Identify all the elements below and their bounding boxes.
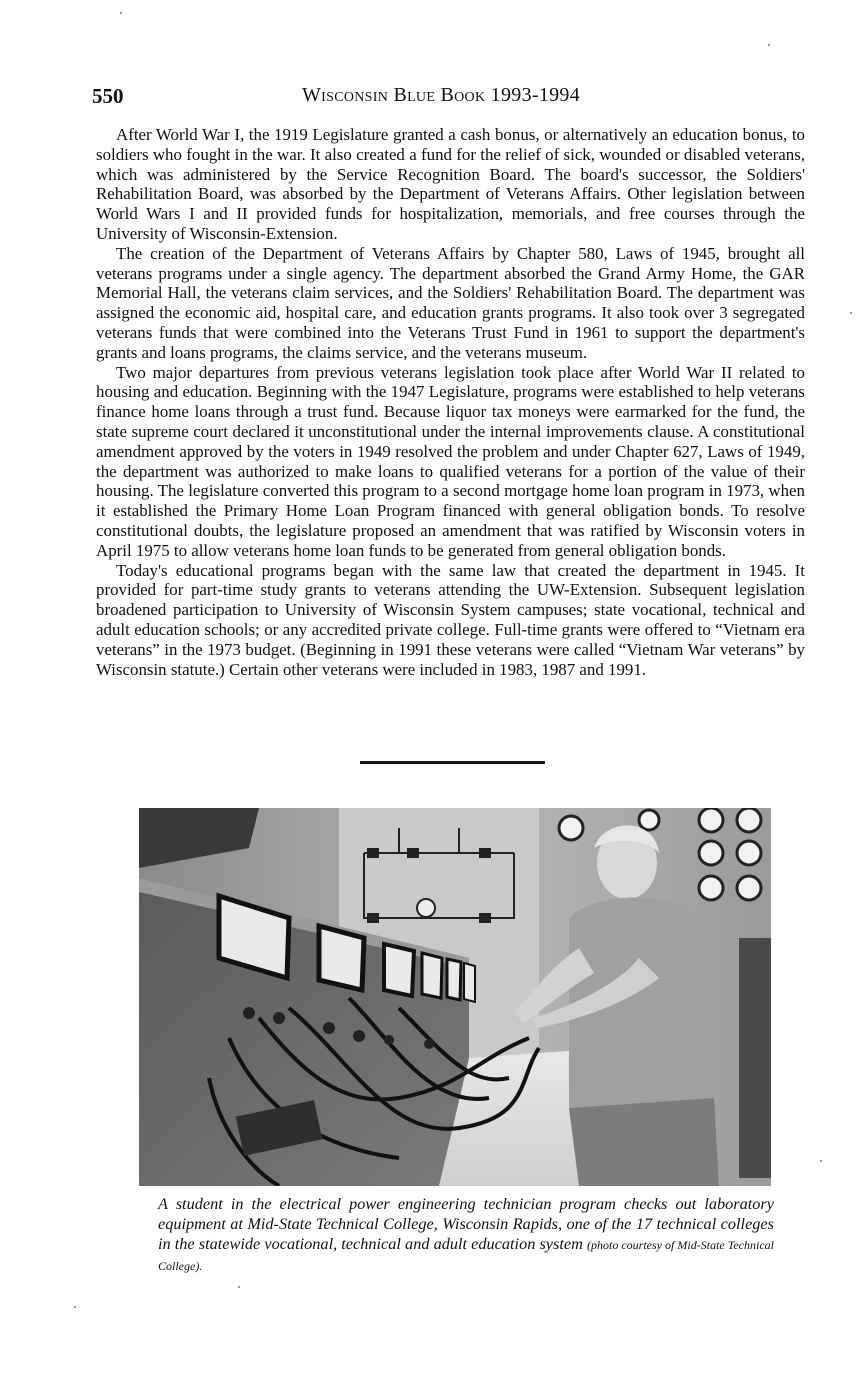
- page-header: [92, 84, 804, 114]
- scan-speck: [820, 1160, 822, 1162]
- scan-speck: [238, 1286, 240, 1288]
- photo-credit: (photo courtesy of Mid-State Technical College).: [158, 1237, 774, 1274]
- caption-text: A student in the electrical power engineering technician program checks out laboratory equipment at Mid-State Technical College, Wisconsin Rapids, one of the 17 technical colleges in the statewide vocational, technical and adult education system: [158, 1194, 774, 1253]
- running-title: Wisconsin Blue Book 1993-1994: [302, 84, 581, 106]
- page-number: 550: [92, 84, 124, 108]
- paragraph-department-creation: The creation of the Department of Veterans Affairs by Chapter 580, Laws of 1945, brought all veterans programs under a single agency. The department absorbed the Grand Army Home, the GAR Memorial Hall, the veterans claim services, and the Soldiers' Rehabilitation Board. The department was assigned the economic aid, hospital care, and education grants programs. It also took over 3 segregated veterans funds that were combined into the Veterans Trust Fund in 1961 to support the department's grants and loans programs, the claims service, and the veterans museum.: [96, 243, 805, 362]
- paragraph-wwi-bonus: After World War I, the 1919 Legislature granted a cash bonus, or alternatively an education bonus, to soldiers who fought in the war. It also created a fund for the relief of sick, wounded or disabled veterans, which was administered by the Service Recognition Board. The board's successor, the Soldiers' Rehabilitation Board, was absorbed by the Department of Veterans Affairs. Other legislation between World Wars I and II provided funds for hospitalization, memorials, and free courses through the University of Wisconsin-Extension.: [96, 125, 805, 243]
- lab-equipment-photo: [139, 808, 771, 1186]
- scan-speck: [74, 1306, 76, 1308]
- scan-speck: [850, 312, 852, 314]
- paragraph-housing-education: Two major departures from previous veterans legislation took place after World War II related to housing and education. Beginning with the 1947 Legislature, programs were established to help veterans finance home loans through a trust fund. Because liquor tax moneys were earmarked for the fund, the state supreme court declared it unconstitutional under the internal improvements clause. A constitutional amendment approved by the voters in 1949 resolved the problem and under Chapter 627, Laws of 1949, the department was authorized to make loans to qualified veterans for a portion of the value of their housing. The legislature converted this program to a second mortgage home loan program in 1973, when it established the Primary Home Loan Program financed with general obligation bonds. To resolve constitutional doubts, the legislature proposed an amendment that was ratified by Wisconsin voters in April 1975 to allow veterans home loan funds to be generated from general obligation bonds.: [96, 362, 805, 560]
- section-divider: [360, 761, 545, 764]
- scan-speck: [768, 44, 770, 46]
- scan-speck: [120, 12, 122, 14]
- paragraph-educational-programs: Today's educational programs began with the same law that created the department in 1945. It provided for part-time study grants to veterans attending the UW-Extension. Subsequent legislation broadened participation to University of Wisconsin System campuses; state vocational, technical and adult education schools; or any accredited private college. Full-time grants were offered to “Vietnam era veterans” in the 1973 budget. (Beginning in 1991 these veterans were called “Vietnam War veterans” by Wisconsin statute.) Certain other veterans were included in 1983, 1987 and 1991.: [96, 560, 805, 679]
- photo-caption: [158, 1194, 774, 1277]
- body-text: [96, 125, 805, 679]
